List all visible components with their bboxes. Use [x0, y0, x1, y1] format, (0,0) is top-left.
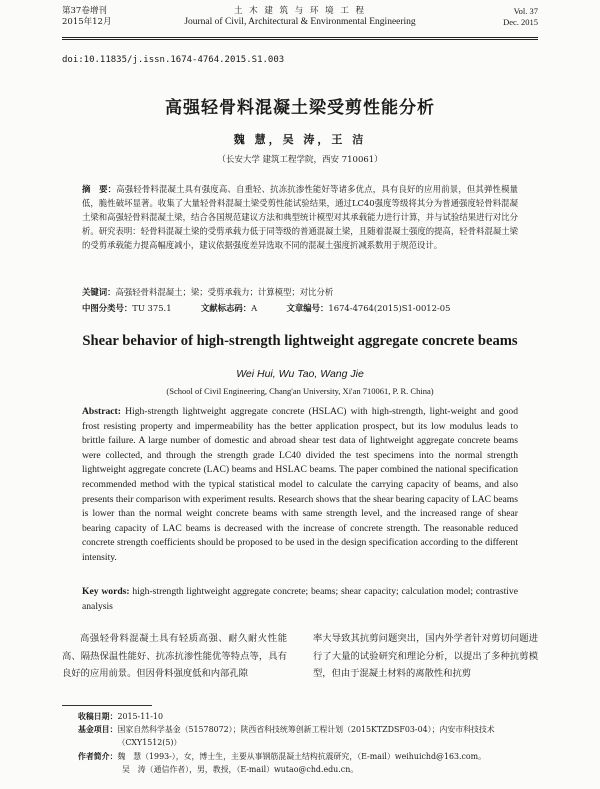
footnote-author: [78, 750, 538, 763]
footnote-corresponding: [78, 763, 538, 776]
article-id-label: 文章编号：: [286, 303, 329, 313]
header-rule-thin: [62, 39, 538, 40]
footnotes: [78, 710, 538, 776]
author-bio-value: 魏 慧（1993-），女，博士生，主要从事钢筋混凝土结构抗震研究，（E-mail）weihuichd@163.com。: [117, 751, 487, 761]
received-label: 收稿日期：: [78, 712, 118, 721]
abstract-en-text: High-strength lightweight aggregate concrete (HSLAC) with high-strength, light-weight and good frost resisting property and impermeability has the better application prospect, but its low modulus leads to brittle failure. A large number of domestic and abroad shear test data of lightweight aggregate concrete beams were collected, and through the strength grade LC40 divided the test specimens into the normal strength lightweight aggregate concrete (LAC) beams and HSLAC beams. The paper combined the national specification recommended method with the typical statistical model to calculate the carrying capacity of beams, and also presents their comparison with experiment results. Research shows that the shear bearing capacity of LAC beams is lower than the normal weight concrete beams with same strength level, and the increased range of shear bearing capacity of LAC beams is decreased with the increase of concrete strength. The reasonable reduced concrete strength coefficients should be proposed to be used in the design specification according to the different intensity.: [82, 406, 518, 563]
abstract-en: [82, 405, 518, 566]
clc-value: TU 375.1: [132, 303, 172, 313]
fund-value: 国家自然科学基金（51578072）；陕西省科技统筹创新工程计划（2015KTZDSF03-04）；内安市科技技术（CXY1512(5)）: [117, 725, 495, 748]
doi-line: doi:10.11835/j.issn.1674-4764.2015.S1.003: [62, 55, 285, 65]
doc-code-value: A: [251, 303, 258, 313]
corresponding-author-value: 吴 涛（通信作者），男，教授，（E-mail）wutao@chd.edu.cn。: [122, 764, 359, 774]
body-column-left: 高强轻骨料混凝土具有轻质高强、耐久耐火性能高、隔热保温性能好、抗冻抗渗性能优等特点等，具有良好的应用前景。但因骨料强度低和内部孔隙: [62, 633, 287, 679]
authors-en: Wei Hui, Wu Tao, Wang Jie: [236, 368, 364, 380]
received-value: 2015-11-10: [117, 712, 163, 721]
clc-label: 中图分类号：: [82, 303, 133, 313]
journal-name-cn: 土 木 建 筑 与 环 境 工 程: [233, 6, 367, 16]
volume-en: Vol. 37: [513, 6, 538, 16]
paper-title-en: Shear behavior of high-strength lightweight aggregate concrete beams: [82, 333, 518, 349]
author-bio-label: 作者简介：: [78, 751, 118, 761]
volume-issue-cn: 第37卷增刊: [62, 6, 107, 16]
abstract-cn: [82, 182, 518, 252]
keywords-cn-label: 关键词：: [82, 287, 116, 297]
footnote-fund: [78, 723, 538, 749]
date-cn: 2015年12月: [62, 17, 112, 27]
abstract-cn-label: 摘 要：: [82, 184, 117, 194]
body-column-right: 率大导致其抗剪问题突出，国内外学者针对剪切问题进行了大量的试验研究和理论分析，以提出了多种抗剪模型，但由于混凝土材料的离散性和抗剪: [313, 633, 538, 679]
paper-title-cn: 高强轻骨料混凝土梁受剪性能分析: [165, 98, 435, 118]
abstract-cn-text: 高强轻骨料混凝土具有强度高、自重轻、抗冻抗渗性能好等诸多优点，具有良好的应用前景，但其弹性模量低，脆性破坏显著。收集了大量轻骨料混凝土梁受剪性能试验结果，通过LC40强度等级将其分为普通强度轻骨料混凝土梁和高强轻骨料混凝土梁，结合各国规范建议方法和典型统计模型对其承载能力进行计算，并与试验结果进行对比分析。研究表明：轻骨料混凝土梁的受剪承载力低于同等级的普通混凝土梁，且随着混凝土强度的提高，轻骨料混凝土梁的受剪承载能力提高幅度减小，建议依据强度差异选取不同的混凝土强度折减系数用于规范设计。: [82, 184, 519, 250]
affiliation-cn: （长安大学 建筑工程学院，西安 710061）: [217, 155, 383, 165]
fund-label: 基金项目：: [78, 725, 118, 735]
keywords-cn: [82, 286, 518, 299]
classification-line: [82, 302, 518, 315]
journal-name-en: Journal of Civil, Architectural & Environmental Engineering: [184, 17, 416, 27]
keywords-en: [82, 585, 518, 614]
keywords-cn-text: 高强轻骨料混凝土；梁；受剪承载力；计算模型；对比分析: [115, 287, 334, 297]
header-right: [503, 6, 538, 28]
keywords-en-label: Key words:: [82, 586, 130, 597]
header-center: [62, 6, 538, 28]
header-rule: [62, 37, 538, 38]
keywords-en-text: high-strength lightweight aggregate concrete; beams; shear capacity; calculation model; contrastive analysis: [82, 586, 518, 612]
date-en: Dec. 2015: [503, 17, 538, 27]
abstract-en-label: Abstract:: [82, 406, 121, 417]
footnote-received: [78, 710, 538, 723]
affiliation-en: (School of Civil Engineering, Chang'an University, Xi'an 710061, P. R. China): [166, 386, 434, 396]
running-header: [62, 6, 538, 36]
footnote-rule: [62, 705, 152, 706]
authors-cn: 魏 慧，吴 涛，王 洁: [233, 133, 367, 146]
article-id-value: 1674-4764(2015)S1-0012-05: [328, 303, 451, 313]
doc-code-label: 文献标志码：: [200, 303, 252, 313]
